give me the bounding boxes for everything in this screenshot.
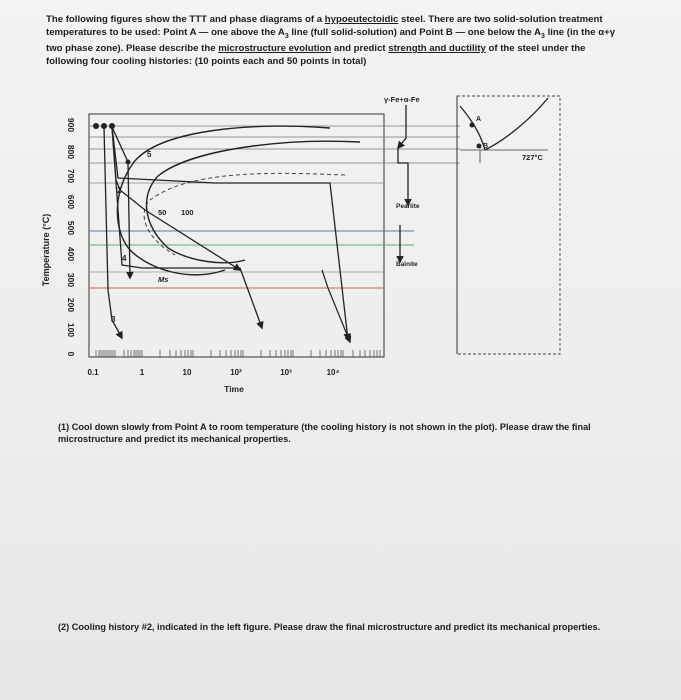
problem-statement: The following figures show the TTT and phase diagrams of a hypoeutectoidic steel. There are two solid-solution treatment temperatures to be used: Point A — one above the $A_3$ line (full solid-solution) and Point B — one below the $A_3$ line (in the α+γ two phase zone). Please describe the microstructure evolution and predict strength and ductility of the steel under the following four cooling histories: (10 points each and 50 points in total) [46, 14, 616, 67]
y-tick: 400 [66, 246, 76, 262]
term-microstructure: microstructure evolution [218, 43, 332, 55]
x-tick: 10 [182, 368, 192, 377]
eutectoid-temperature: 727°C [522, 153, 543, 162]
ms-label: Ms [158, 275, 169, 284]
y-tick: 800 [66, 144, 76, 160]
x-tick: 1 [139, 368, 145, 377]
point-b-dot [477, 144, 482, 149]
point-a-dot [470, 123, 475, 128]
phase-arrow-top [398, 105, 406, 148]
y-tick: 100 [66, 322, 76, 338]
point-a-label: A [476, 116, 482, 123]
x-tick: 10² [230, 368, 242, 377]
y-tick: 0 [66, 351, 76, 357]
question-1: (1) Cool down slowly from Point A to room temperature (the cooling history is not shown in the plot). Please draw the final microstructure and predict its mechanical properties. [58, 422, 591, 444]
curve-label: 5 [147, 150, 152, 159]
a3-line [460, 106, 485, 150]
curve-label: 2 [117, 186, 122, 195]
y-tick: 900 [66, 117, 76, 133]
phase-title: γ-Fe+α-Fe [384, 95, 420, 104]
y-tick: 300 [66, 272, 76, 288]
x-tick: 10³ [280, 368, 292, 377]
y-tick: 600 [66, 194, 76, 210]
question-2: (2) Cooling history #2, indicated in the left figure. Please draw the final microstructure and predict its mechanical properties. [58, 622, 601, 632]
phase-arrow-mid [398, 148, 408, 205]
acm-line [485, 98, 548, 150]
y-axis-label: Temperature (°C) [41, 213, 51, 287]
point-b-label: B [483, 143, 489, 150]
pearlite-label: Pearlite [396, 203, 420, 210]
bainite-label: Bainite [396, 261, 418, 268]
fraction-label: 100 [181, 208, 194, 217]
y-tick: 700 [66, 168, 76, 184]
term-strength: strength and ductility [388, 43, 486, 55]
term-hypoeutectoidic: hypoeutectoidic [324, 14, 399, 25]
curve-label: 3 [111, 315, 116, 324]
x-axis-label: Time [224, 384, 244, 394]
fraction-label: 50 [158, 208, 167, 217]
curve-label: 4 [122, 254, 127, 263]
x-tick: 0.1 [87, 368, 99, 377]
y-tick: 200 [66, 297, 76, 313]
x-tick: 10⁴ [326, 368, 340, 377]
y-tick: 500 [66, 220, 76, 236]
